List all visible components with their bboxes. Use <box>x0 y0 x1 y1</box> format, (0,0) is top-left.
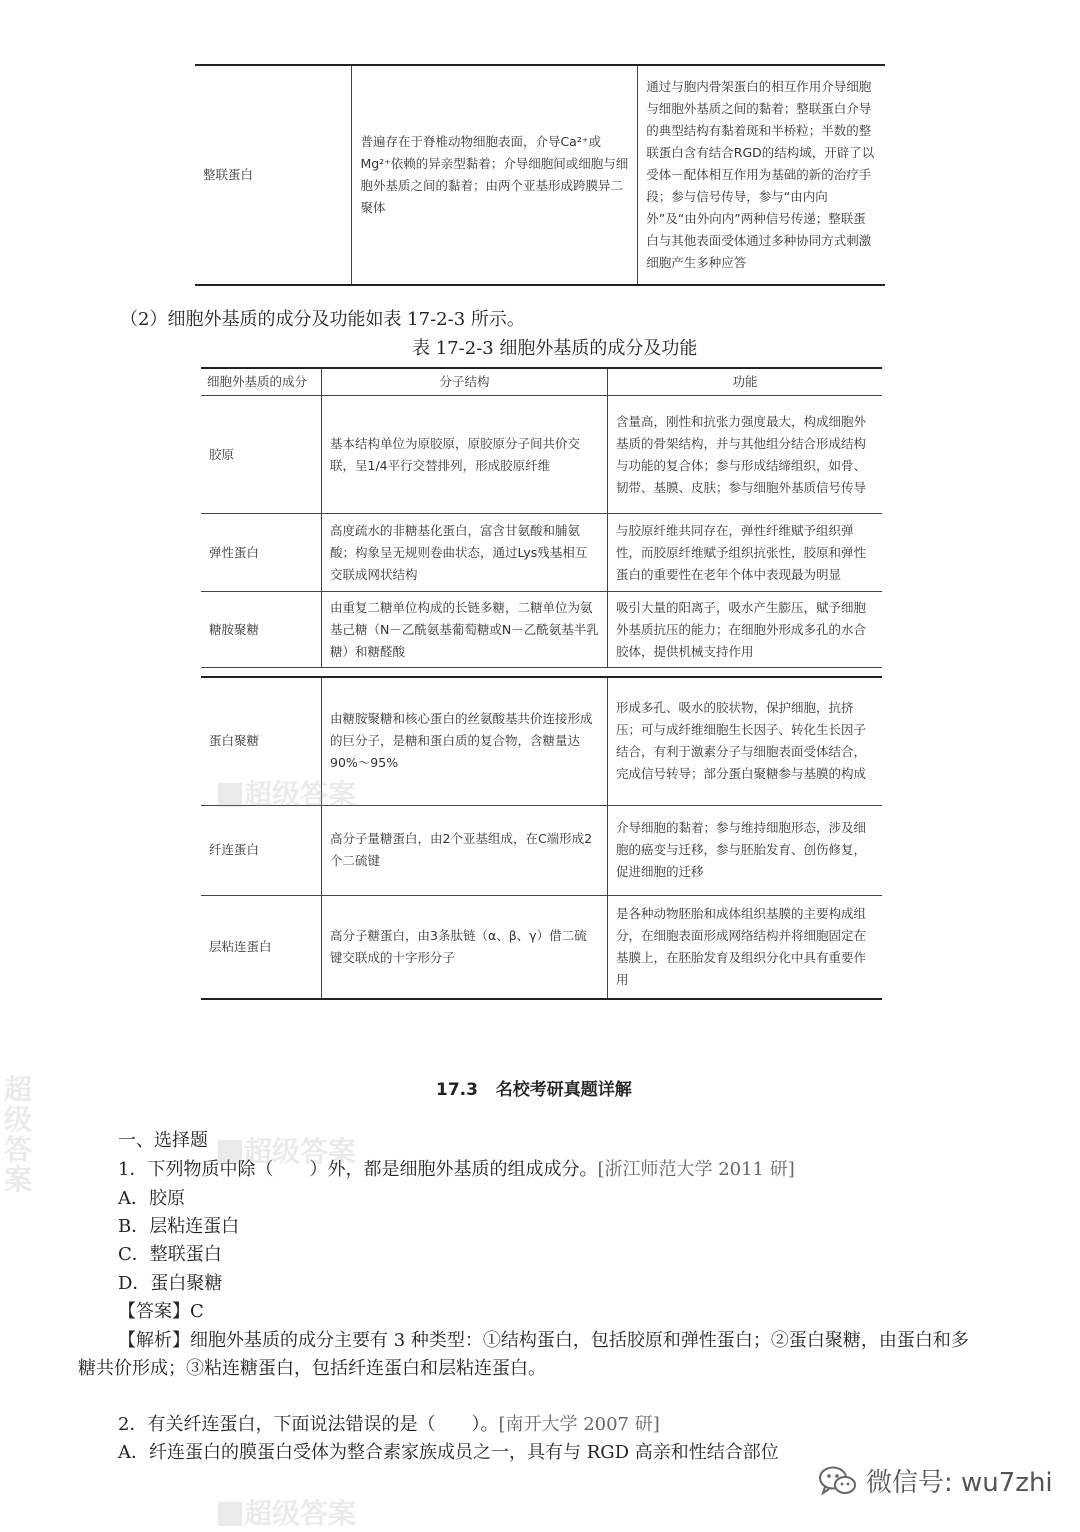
table-cell-structure: 由糖胺聚糖和核心蛋白的丝氨酸基共价连接形成的巨分子，是糖和蛋白质的复合物，含糖量达90%～95% <box>322 677 608 805</box>
wechat-icon <box>818 1465 858 1497</box>
table-cell-structure: 高度疏水的非糖基化蛋白，富含甘氨酸和脯氨酸；构象呈无规则卷曲状态，通过Lys残基相互交联成网状结构 <box>322 514 608 592</box>
table-cell-function: 含量高，刚性和抗张力强度最大，构成细胞外基质的骨架结构，并与其他组分结合形成结构与功能的复合体；参与形成结缔组织，如骨、韧带、基膜、皮肤；参与细胞外基质信号传导 <box>608 396 883 514</box>
table-row <box>201 592 882 668</box>
table-cell-name: 胶原 <box>201 396 322 514</box>
table-header-row <box>201 368 882 396</box>
integrin-table <box>195 64 885 286</box>
table-cell-function: 形成多孔、吸水的胶状物，保护细胞，抗挤压；可与成纤维细胞生长因子、转化生长因子结合，有利于激素分子与细胞表面受体结合，完成信号转导；部分蛋白聚糖参与基膜的构成 <box>608 677 883 805</box>
analysis-line-1: 【解析】细胞外基质的成分主要有 3 种类型：①结构蛋白，包括胶原和弹性蛋白；②蛋白聚糖，由蛋白和多 <box>118 1330 969 1351</box>
watermark-vertical: 超级答案 <box>4 1073 33 1196</box>
column-header-function: 功能 <box>608 368 883 396</box>
column-header-structure: 分子结构 <box>322 368 608 396</box>
table-cell-structure: 普遍存在于脊椎动物细胞表面，介导Ca²⁺或Mg²⁺依赖的异亲型黏着；介导细胞间或细胞与细胞外基质之间的黏着；由两个亚基形成跨膜异二聚体 <box>352 65 638 285</box>
watermark: 超级答案 <box>218 1130 356 1170</box>
questions-heading: 一、选择题 <box>118 1130 208 1151</box>
watermark-logo <box>218 783 242 807</box>
table-cell-name: 糖胺聚糖 <box>201 592 322 668</box>
table-row <box>201 396 882 514</box>
watermark: 超级答案 <box>218 773 356 813</box>
table-row <box>201 805 882 895</box>
table-cell-name: 纤连蛋白 <box>201 805 322 895</box>
table-cell-function: 介导细胞的黏着；参与维持细胞形态，涉及细胞的癌变与迁移，参与胚胎发育、创伤修复，促进细胞的迁移 <box>608 805 883 895</box>
section-number: 17.3 <box>436 1080 478 1100</box>
table-cell-name: 层粘连蛋白 <box>201 895 322 999</box>
table-cell-name: 整联蛋白 <box>195 65 352 285</box>
watermark-logo <box>218 1502 242 1526</box>
section-heading <box>436 1075 632 1100</box>
table-cell-structure: 基本结构单位为原胶原，原胶原分子间共价交联，呈1/4平行交替排列，形成胶原纤维 <box>322 396 608 514</box>
question-2-stem <box>118 1411 660 1439</box>
option-c: C．整联蛋白 <box>118 1244 222 1265</box>
watermark-logo <box>218 1140 242 1164</box>
table-row <box>201 514 882 592</box>
table-cell-name: 蛋白聚糖 <box>201 677 322 805</box>
table-cell-structure: 高分子量糖蛋白，由2个亚基组成，在C端形成2个二硫键 <box>322 805 608 895</box>
table-cell-function: 是各种动物胚胎和成体组织基膜的主要构成组分，在细胞表面形成网络结构并将细胞固定在基膜上，在胚胎发育及组织分化中具有重要作用 <box>608 895 883 999</box>
option-a: A．纤连蛋白的膜蛋白受体为整合素家族成员之一，具有与 RGD 高亲和性结合部位 <box>118 1442 779 1463</box>
table-row <box>195 65 885 285</box>
question-text: 2．有关纤连蛋白，下面说法错误的是（ ）。 <box>118 1414 499 1435</box>
question-source: [南开大学 2007 研] <box>498 1414 660 1435</box>
table-row <box>201 895 882 999</box>
table-caption: 表 17-2-3 细胞外基质的成分及功能 <box>412 338 698 359</box>
intro-paragraph: （2）细胞外基质的成分及功能如表 17-2-3 所示。 <box>120 309 525 330</box>
section-title: 名校考研真题详解 <box>495 1080 632 1100</box>
analysis-line-2: 糖共价形成；③粘连糖蛋白，包括纤连蛋白和层粘连蛋白。 <box>78 1358 546 1379</box>
column-header-component: 细胞外基质的成分 <box>201 368 322 396</box>
table-cell-structure: 由重复二糖单位构成的长链多糖，二糖单位为氨基己糖（N－乙酰氨基葡萄糖或N－乙酰氨基半乳糖）和糖醛酸 <box>322 592 608 668</box>
wechat-signature <box>818 1462 1053 1499</box>
option-d: D．蛋白聚糖 <box>118 1273 223 1294</box>
question-text: 1．下列物质中除（ ）外，都是细胞外基质的组成成分。 <box>118 1159 598 1180</box>
table-cell-name: 弹性蛋白 <box>201 514 322 592</box>
wechat-id: 微信号: wu7zhi <box>866 1468 1053 1498</box>
option-b: B．层粘连蛋白 <box>118 1216 240 1237</box>
answer: 【答案】C <box>118 1301 204 1322</box>
ecm-components-table <box>201 367 882 1000</box>
page-break-gap <box>201 668 882 678</box>
table-cell-structure: 高分子糖蛋白，由3条肽链（α、β、γ）借二硫键交联成的十字形分子 <box>322 895 608 999</box>
watermark: 超级答案 <box>218 1492 356 1532</box>
table-cell-function: 与胶原纤维共同存在，弹性纤维赋予组织弹性，而胶原纤维赋予组织抗张性，胶原和弹性蛋白的重要性在老年个体中表现最为明显 <box>608 514 883 592</box>
table-cell-function: 吸引大量的阳离子，吸水产生膨压，赋予细胞外基质抗压的能力；在细胞外形成多孔的水合胶体，提供机械支持作用 <box>608 592 883 668</box>
question-source: [浙江师范大学 2011 研] <box>597 1159 795 1180</box>
option-a: A．胶原 <box>118 1188 185 1209</box>
table-cell-function: 通过与胞内骨架蛋白的相互作用介导细胞与细胞外基质之间的黏着；整联蛋白介导的典型结构有黏着斑和半桥粒；半数的整联蛋白含有结合RGD的结构域，开辟了以受体－配体相互作用为基础的新的治疗手段；参与信号传导，参与“由内向外”及“由外向内”两种信号传递；整联蛋白与其他表面受体通过多种协同方式刺激细胞产生多种应答 <box>638 65 885 285</box>
